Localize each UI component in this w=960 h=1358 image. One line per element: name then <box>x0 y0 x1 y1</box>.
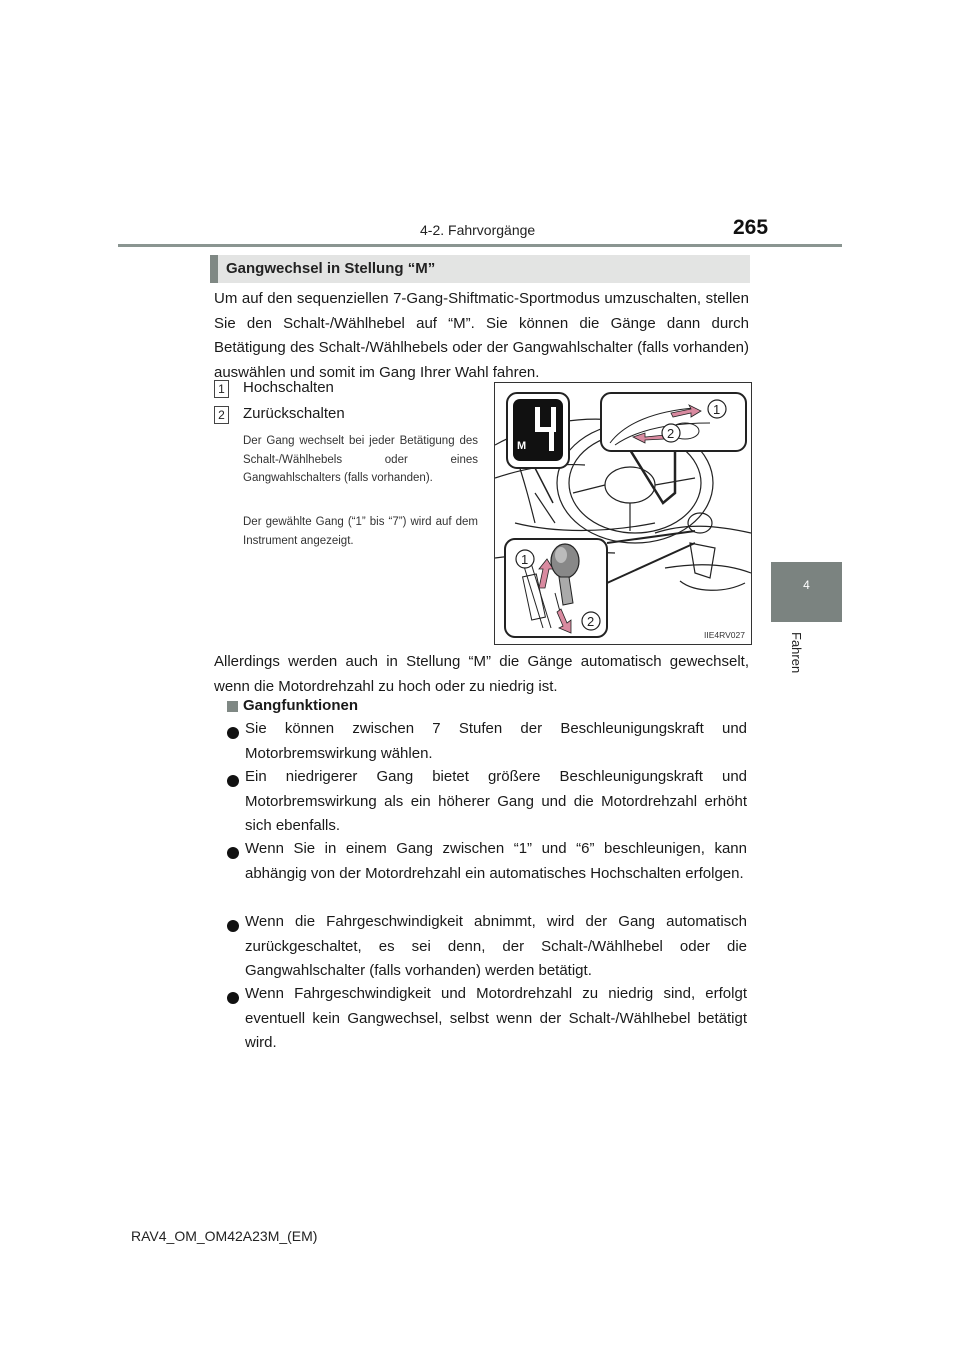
chapter-tab[interactable] <box>771 562 842 622</box>
header-rule <box>118 244 842 247</box>
figure-code: IIE4RV027 <box>704 630 745 640</box>
note-gear-display: Der gewählte Gang (“1” bis “7”) wird auf dem Instrument angezeigt. <box>243 516 478 547</box>
paddle-inset <box>601 393 746 451</box>
chapter-tab-label-text: Fahren <box>789 632 804 674</box>
callout-1-lever: 1 <box>521 552 529 567</box>
intro-paragraph: Um auf den sequenziellen 7-Gang-Shiftmatic-Sportmodus umzuschalten, stellen Sie den Schalt-/Wählhebel auf “M”. Sie können die Gänge dann durch Betätigung des Schalt-/Wählhebels oder der Gangwahlschalter (falls vorhanden) auswählen und somit im Gang Ihrer Wahl fahren. <box>214 290 749 381</box>
callout-2-lever: 2 <box>587 614 595 629</box>
document-footer-code: RAV4_OM_OM42A23M_(EM) <box>131 1228 318 1244</box>
auto-shift-paragraph: Allerdings werden auch in Stellung “M” die Gänge automatisch gewechselt, wenn die Motordrehzahl zu hoch oder zu niedrig ist. <box>214 653 749 695</box>
sub-heading-gear-functions: Gangfunktionen <box>243 697 358 714</box>
legend-number-1: 1 <box>214 380 229 398</box>
callout-2-paddle: 2 <box>667 426 675 441</box>
bullet-item: Ein niedrigerer Gang bietet größere Beschleunigungskraft und Motorbremswirkung als ein höherer Gang und die Motordrehzahl erhöht sich ebenfalls. <box>245 768 747 834</box>
bullet-dot-icon <box>227 920 239 932</box>
bullet-dot-icon <box>227 727 239 739</box>
section-heading <box>210 255 750 283</box>
chapter-tab-label <box>782 632 810 692</box>
legend-number-2: 2 <box>214 406 229 424</box>
running-header-section: 4-2. Fahrvorgänge <box>420 222 536 238</box>
bullet-item: Wenn Fahrgeschwindigkeit und Motordrehzahl zu niedrig sind, erfolgt eventuell kein Gangwechsel, selbst wenn der Schalt-/Wählhebel betätigt wird. <box>245 985 747 1051</box>
section-heading-bar <box>210 255 218 283</box>
bullet-item: Wenn Sie in einem Gang zwischen “1” und “6” beschleunigen, kann abhängig von der Motordrehzahl ein automatisches Hochschalten erfolgen. <box>245 840 747 882</box>
display-letter: M <box>517 440 527 452</box>
section-heading-text: Gangwechsel in Stellung “M” <box>226 260 436 277</box>
bullet-dot-icon <box>227 847 239 859</box>
legend-label-upshift: Hochschalten <box>243 379 334 396</box>
note-gear-change: Der Gang wechselt bei jeder Betätigung des Schalt-/Wählhebels oder eines Gangwahlschalters (falls vorhanden). <box>243 435 478 484</box>
sub-heading-square-icon <box>227 701 238 712</box>
legend-label-downshift: Zurückschalten <box>243 405 345 422</box>
shift-lever-illustration <box>494 382 752 645</box>
chapter-tab-number: 4 <box>803 578 810 592</box>
bullet-dot-icon <box>227 775 239 787</box>
bullet-item: Wenn die Fahrgeschwindigkeit abnimmt, wird der Gang automatisch zurückgeschaltet, es sei denn, der Schalt-/Wählhebel oder die Gangwahlschalter (falls vorhanden) werden betätigt. <box>245 913 747 979</box>
bullet-item: Sie können zwischen 7 Stufen der Beschleunigungskraft und Motorbremswirkung wählen. <box>245 720 747 762</box>
callout-1-paddle: 1 <box>713 402 721 417</box>
bullet-dot-icon <box>227 992 239 1004</box>
page-number: 265 <box>733 216 769 239</box>
illustration-drawing <box>495 383 751 644</box>
